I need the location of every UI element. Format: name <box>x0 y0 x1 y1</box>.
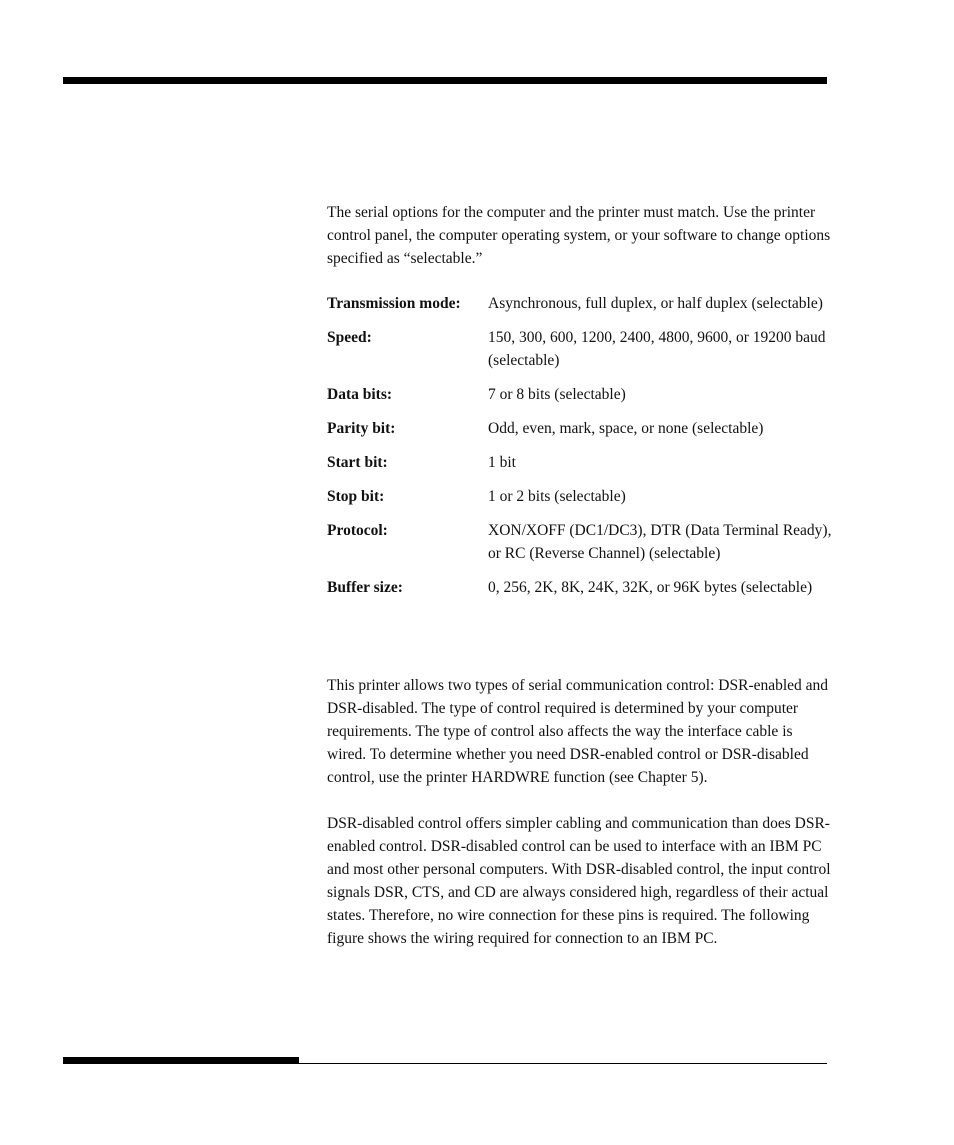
footer-rule-thick <box>63 1057 299 1064</box>
spec-row-parity-bit <box>327 417 832 451</box>
spec-row-protocol <box>327 519 832 576</box>
spec-value: Odd, even, mark, space, or none (selectable) <box>488 420 764 437</box>
spec-value: 0, 256, 2K, 8K, 24K, 32K, or 96K bytes (selectable) <box>488 579 813 596</box>
dsr-control-paragraph: This printer allows two types of serial communication control: DSR-enabled and DSR-disabled. The type of control required is determined by your computer requirements. The type of control also affects the way the interface cable is wired. To determine whether you need DSR-enabled control or DSR-disabled control, use the printer HARDWRE function (see Chapter 5). <box>327 677 829 786</box>
spec-value: XON/XOFF (DC1/DC3), DTR (Data Terminal Ready), or RC (Reverse Channel) (selectable) <box>488 522 832 562</box>
footer-rule-thin <box>299 1063 827 1064</box>
spec-row-start-bit <box>327 451 832 485</box>
dsr-disabled-paragraph: DSR-disabled control offers simpler cabling and communication than does DSR-enabled control. DSR-disabled control can be used to interface with an IBM PC and most other personal computers. With DSR-disabled control, the input control signals DSR, CTS, and CD are always considered high, regardless of their actual states. Therefore, no wire connection for these pins is required. The following figure shows the wiring required for connection to an IBM PC. <box>327 815 831 947</box>
spec-label: Stop bit: <box>327 488 385 505</box>
spec-row-buffer-size <box>327 576 832 610</box>
spec-label: Speed: <box>327 329 372 346</box>
spec-value: 150, 300, 600, 1200, 2400, 4800, 9600, or 19200 baud (selectable) <box>488 329 826 369</box>
page-body <box>327 201 832 950</box>
spec-label: Start bit: <box>327 454 388 471</box>
spec-value: Asynchronous, full duplex, or half duplex (selectable) <box>488 295 823 312</box>
section-spacer <box>327 610 832 674</box>
spec-row-data-bits <box>327 383 832 417</box>
spec-label: Data bits: <box>327 386 393 403</box>
spec-row-stop-bit <box>327 485 832 519</box>
spec-value: 7 or 8 bits (selectable) <box>488 386 626 403</box>
spec-label: Parity bit: <box>327 420 396 437</box>
spec-row-transmission-mode <box>327 292 832 326</box>
spec-row-speed <box>327 326 832 383</box>
spec-value: 1 bit <box>488 454 516 471</box>
serial-options-table <box>327 292 832 610</box>
spec-label: Buffer size: <box>327 579 403 596</box>
intro-paragraph: The serial options for the computer and the printer must match. Use the printer control panel, the computer operating system, or your software to change options specified as “selectable.” <box>327 204 831 267</box>
spec-value: 1 or 2 bits (selectable) <box>488 488 626 505</box>
spec-label: Transmission mode: <box>327 295 461 312</box>
spec-label: Protocol: <box>327 522 388 539</box>
header-rule <box>63 77 827 84</box>
